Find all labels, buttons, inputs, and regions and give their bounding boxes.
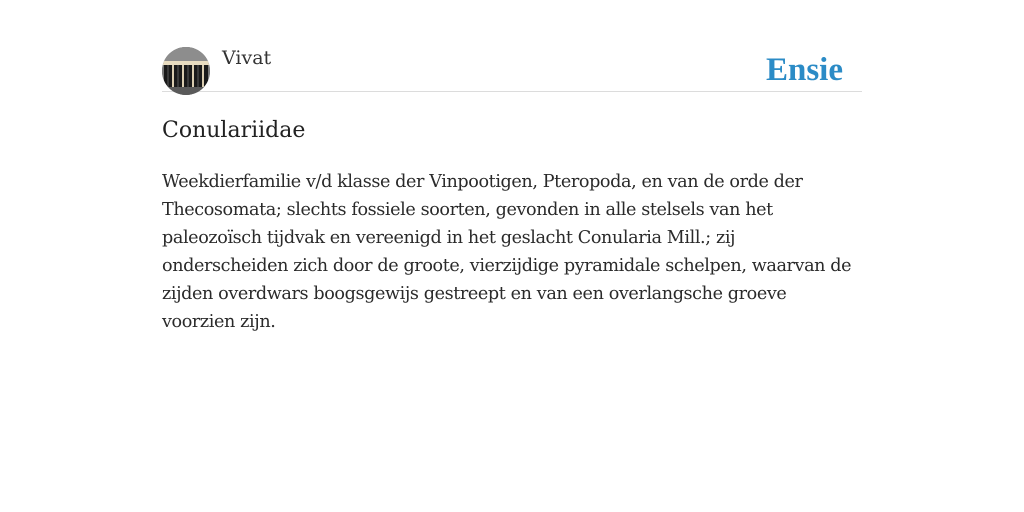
avatar[interactable] <box>162 47 210 95</box>
book-spines-icon <box>162 47 210 95</box>
header <box>162 0 862 92</box>
brand-logo[interactable]: Ensie <box>765 52 843 88</box>
page <box>162 0 862 512</box>
source-name[interactable]: Vivat <box>222 47 272 69</box>
article-title: Conulariidae <box>162 118 306 143</box>
article-body: Weekdierfamilie v/d klasse der Vinpootigen, Pteropoda, en van de orde der Thecosomata; slechts fossiele soorten, gevonden in alle stelsels van het paleozoïsch tijdvak en vereenigd in het geslacht Conularia Mill.; zij onderscheiden zich door de groote, vierzijdige pyramidale schelpen, waarvan de zijden overdwars boogsgewijs gestreept en van een overlangsche groeve voorzien zijn. <box>162 172 852 332</box>
